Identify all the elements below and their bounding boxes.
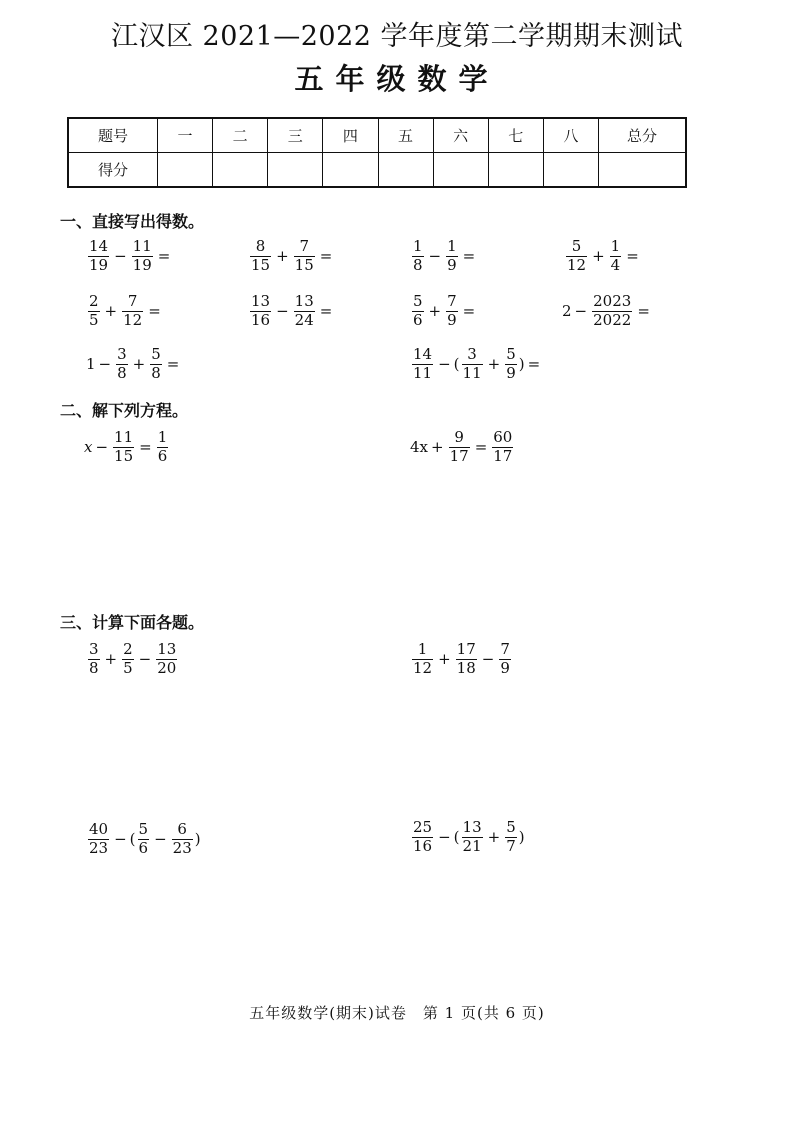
problem-1-1: $\frac{14}{19}$ − $\frac{11}{19}$ = bbox=[89, 237, 171, 274]
fraction: $\frac{7}{9}$ bbox=[500, 640, 510, 677]
fraction: $\frac{25}{16}$ bbox=[413, 818, 433, 855]
section-3-heading: 三、计算下面各题。 bbox=[60, 613, 205, 632]
fraction: $\frac{2}{5}$ bbox=[123, 640, 133, 677]
fraction: $\frac{17}{18}$ bbox=[456, 640, 476, 677]
problem-3-2: $\frac{1}{12}$ + $\frac{17}{18}$ − $\frac{7}{9}$ bbox=[413, 640, 510, 677]
fraction: $\frac{5}{8}$ bbox=[151, 345, 161, 382]
fraction: $\frac{6}{23}$ bbox=[172, 820, 192, 857]
fraction: $\frac{9}{17}$ bbox=[449, 428, 469, 465]
score-input-q7[interactable] bbox=[488, 153, 543, 188]
fraction: $\frac{1}{4}$ bbox=[610, 237, 621, 274]
problem-1-3: $\frac{1}{8}$ − $\frac{1}{9}$ = bbox=[413, 237, 476, 274]
fraction: $\frac{14}{19}$ bbox=[89, 237, 109, 274]
fraction: $\frac{3}{8}$ bbox=[89, 640, 99, 677]
cell-q4: 四 bbox=[323, 118, 378, 153]
fraction: $\frac{13}{21}$ bbox=[462, 818, 482, 855]
cell-q3: 三 bbox=[268, 118, 323, 153]
exam-subtitle: 五年级数学 bbox=[294, 62, 500, 96]
fraction: $\frac{3}{8}$ bbox=[117, 345, 127, 382]
problem-1-5: $\frac{2}{5}$ + $\frac{7}{12}$ = bbox=[89, 292, 161, 329]
fraction: $\frac{3}{11}$ bbox=[462, 345, 482, 382]
score-input-q1[interactable] bbox=[158, 153, 213, 188]
fraction: $\frac{11}{15}$ bbox=[114, 428, 134, 465]
score-input-q2[interactable] bbox=[213, 153, 268, 188]
fraction: $\frac{5}{6}$ bbox=[138, 820, 149, 857]
score-input-q6[interactable] bbox=[433, 153, 488, 188]
score-input-q4[interactable] bbox=[323, 153, 378, 188]
section-2-heading: 二、解下列方程。 bbox=[60, 401, 189, 420]
fraction: $\frac{40}{23}$ bbox=[89, 820, 109, 857]
score-input-total[interactable] bbox=[599, 153, 687, 188]
fraction: $\frac{2}{5}$ bbox=[89, 292, 99, 329]
score-input-q8[interactable] bbox=[543, 153, 598, 188]
fraction: $\frac{60}{17}$ bbox=[493, 428, 513, 465]
fraction: $\frac{13}{24}$ bbox=[294, 292, 314, 329]
cell-q5: 五 bbox=[378, 118, 433, 153]
cell-total-label: 总分 bbox=[599, 118, 687, 153]
problem-3-1: $\frac{3}{8}$ + $\frac{2}{5}$ − $\frac{13}{20}$ bbox=[89, 640, 177, 677]
fraction: $\frac{14}{11}$ bbox=[413, 345, 433, 382]
page-footer: 五年级数学(期末)试卷 第 1 页(共 6 页) bbox=[249, 1004, 545, 1022]
problem-1-4: $\frac{5}{12}$ + $\frac{1}{4}$ = bbox=[567, 237, 639, 274]
cell-score-label: 得分 bbox=[68, 153, 158, 188]
score-table-header-row bbox=[68, 118, 686, 153]
problem-1-2: $\frac{8}{15}$ + $\frac{7}{15}$ = bbox=[251, 237, 333, 274]
fraction: $\frac{5}{6}$ bbox=[413, 292, 423, 329]
score-table-score-row bbox=[68, 153, 686, 188]
equation-2-1: x − $\frac{11}{15}$ = $\frac{1}{6}$ bbox=[84, 428, 168, 465]
problem-3-4: $\frac{25}{16}$ − ( $\frac{13}{21}$ + $\frac{5}{7}$ ) bbox=[413, 818, 525, 855]
fraction: $\frac{13}{16}$ bbox=[251, 292, 271, 329]
section-1-heading: 一、直接写出得数。 bbox=[60, 212, 205, 231]
problem-1-7: $\frac{5}{6}$ + $\frac{7}{9}$ = bbox=[413, 292, 476, 329]
problem-1-6: $\frac{13}{16}$ − $\frac{13}{24}$ = bbox=[251, 292, 333, 329]
cell-q1: 一 bbox=[158, 118, 213, 153]
fraction: $\frac{2023}{2022}$ bbox=[593, 292, 632, 329]
fraction: $\frac{1}{6}$ bbox=[157, 428, 168, 465]
equation-2-2: 4x + $\frac{9}{17}$ = $\frac{60}{17}$ bbox=[410, 428, 513, 465]
problem-1-10: $\frac{14}{11}$ − ( $\frac{3}{11}$ + $\frac{5}{9}$ ) = bbox=[413, 345, 541, 382]
problem-1-8: 2 − $\frac{2023}{2022}$ = bbox=[562, 292, 650, 329]
fraction: $\frac{5}{9}$ bbox=[506, 345, 516, 382]
cell-q8: 八 bbox=[543, 118, 598, 153]
score-input-q5[interactable] bbox=[378, 153, 433, 188]
cell-q2: 二 bbox=[213, 118, 268, 153]
fraction: $\frac{7}{9}$ bbox=[447, 292, 457, 329]
fraction: $\frac{1}{12}$ bbox=[413, 640, 433, 677]
fraction: $\frac{8}{15}$ bbox=[251, 237, 271, 274]
fraction: $\frac{7}{12}$ bbox=[123, 292, 143, 329]
cell-q7: 七 bbox=[488, 118, 543, 153]
fraction: $\frac{5}{7}$ bbox=[506, 818, 516, 855]
fraction: $\frac{1}{8}$ bbox=[413, 237, 423, 274]
fraction: $\frac{7}{15}$ bbox=[294, 237, 314, 274]
fraction: $\frac{1}{9}$ bbox=[447, 237, 457, 274]
fraction: $\frac{5}{12}$ bbox=[567, 237, 587, 274]
cell-q6: 六 bbox=[433, 118, 488, 153]
cell-question-label: 题号 bbox=[68, 118, 158, 153]
score-input-q3[interactable] bbox=[268, 153, 323, 188]
exam-title: 江汉区 2021—2022 学年度第二学期期末测试 bbox=[110, 21, 684, 52]
fraction: $\frac{11}{19}$ bbox=[132, 237, 152, 274]
score-table bbox=[67, 117, 687, 188]
problem-1-9: 1 − $\frac{3}{8}$ + $\frac{5}{8}$ = bbox=[86, 345, 180, 382]
problem-3-3: $\frac{40}{23}$ − ( $\frac{5}{6}$ − $\frac{6}{23}$ ) bbox=[89, 820, 201, 857]
fraction: $\frac{13}{20}$ bbox=[157, 640, 177, 677]
